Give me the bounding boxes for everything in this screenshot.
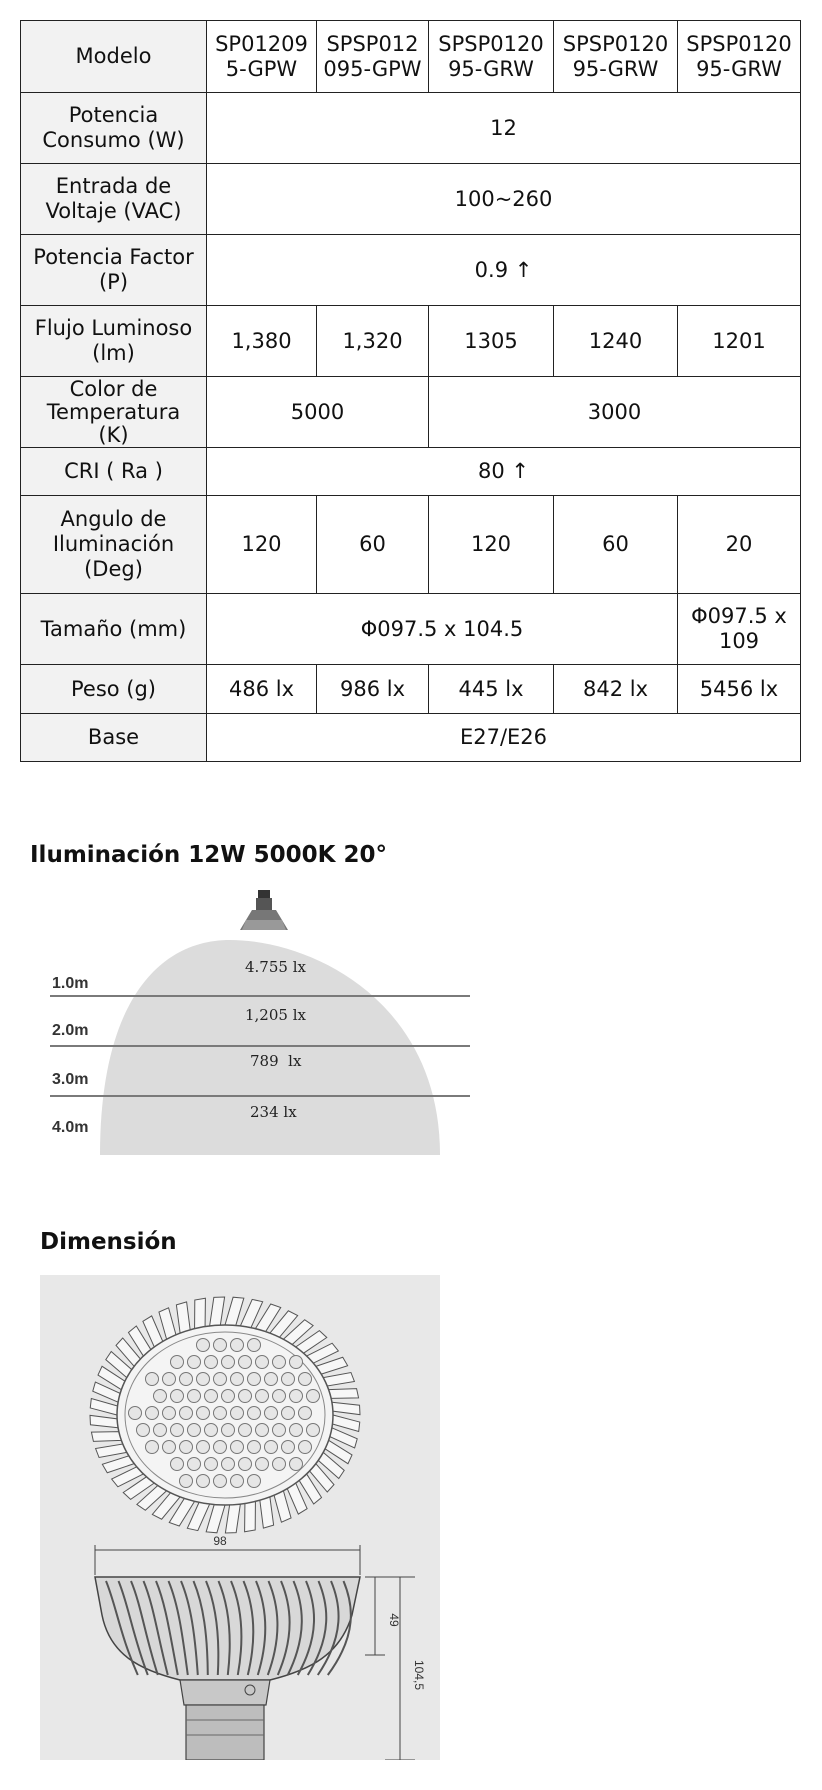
led-chip [188,1356,201,1369]
led-chip [163,1373,176,1386]
led-chip [231,1441,244,1454]
led-chip [273,1356,286,1369]
led-chip [214,1407,227,1420]
led-chip [214,1339,227,1352]
led-chip [265,1407,278,1420]
led-chip [248,1373,261,1386]
led-chip [197,1407,210,1420]
led-chip [188,1458,201,1471]
weight-value-3: 445 lx [429,665,554,714]
lux-label-4: 234 lx [250,1103,297,1121]
heatsink-fin [195,1298,206,1328]
lux-label-1: 4.755 lx [245,958,306,976]
flux-value-4: 1240 [554,306,678,377]
weight-label: Peso (g) [21,665,207,714]
row-power [21,93,801,164]
width-dimension: 98 [213,1534,227,1548]
beam-angle-value-3: 120 [429,496,554,594]
row-color-temp [21,377,801,448]
heatsink-fin [91,1432,121,1442]
led-chip [180,1407,193,1420]
led-chip [137,1424,150,1437]
led-chip [171,1424,184,1437]
led-chip [188,1390,201,1403]
led-chip [146,1373,159,1386]
led-chip [214,1373,227,1386]
led-chip [180,1475,193,1488]
led-chip [248,1339,261,1352]
bulb-top-view [90,1297,360,1533]
led-chip [256,1390,269,1403]
distance-label-4: 4.0m [52,1119,89,1136]
row-flux [21,306,801,377]
led-chip [222,1390,235,1403]
model-2: SPSP012095-GPW [317,21,429,93]
row-base [21,714,801,762]
flux-value-2: 1,320 [317,306,429,377]
led-chip [205,1424,218,1437]
led-chip [299,1407,312,1420]
model-5: SPSP012095-GRW [678,21,801,93]
led-chip [299,1441,312,1454]
weight-value-2: 986 lx [317,665,429,714]
led-chip [273,1424,286,1437]
led-chip [265,1373,278,1386]
led-chip [290,1356,303,1369]
power-label: Potencia Consumo (W) [21,93,207,164]
led-chip [239,1390,252,1403]
flux-value-3: 1305 [429,306,554,377]
size-value-2: Φ097.5 x 109 [678,594,801,665]
power-factor-value: 0.9 ↑ [207,235,801,306]
base-value: E27/E26 [207,714,801,762]
led-chip [146,1441,159,1454]
led-chip [265,1441,278,1454]
flux-value-5: 1201 [678,306,801,377]
illumination-title: Iluminación 12W 5000K 20° [30,842,387,868]
distance-label-3: 3.0m [52,1071,89,1088]
weight-value-1: 486 lx [207,665,317,714]
lux-label-2: 1,205 lx [245,1006,306,1024]
led-chip [231,1475,244,1488]
model-1: SP012095-GPW [207,21,317,93]
flux-label: Flujo Luminoso (lm) [21,306,207,377]
model-3: SPSP012095-GRW [429,21,554,93]
led-chip [256,1424,269,1437]
base-label: Base [21,714,207,762]
heatsink-fin [329,1389,359,1399]
led-chip [290,1390,303,1403]
bulb-icon [240,890,288,930]
led-chip [248,1441,261,1454]
led-chip [256,1356,269,1369]
led-chip [231,1407,244,1420]
illumination-diagram [40,880,480,1180]
led-chip [299,1373,312,1386]
led-chip [180,1373,193,1386]
led-chip [146,1407,159,1420]
beam-angle-value-1: 120 [207,496,317,594]
led-chip [129,1407,142,1420]
led-chip [273,1390,286,1403]
led-chip [222,1458,235,1471]
led-chip [307,1390,320,1403]
heatsink-fin [245,1501,256,1531]
led-chip [239,1424,252,1437]
dimension-drawing [40,1275,440,1760]
row-voltage [21,164,801,235]
led-chip [180,1441,193,1454]
led-chip [282,1441,295,1454]
led-chip [197,1475,210,1488]
row-size [21,594,801,665]
total-height-dimension: 104,5 [412,1659,426,1691]
led-chip [205,1390,218,1403]
beam-angle-label: Angulo de Iluminación (Deg) [21,496,207,594]
led-chip [214,1441,227,1454]
led-chip [171,1458,184,1471]
model-label: Modelo [21,21,207,93]
led-chip [307,1424,320,1437]
led-chip [171,1356,184,1369]
row-model [21,21,801,93]
beam-angle-value-2: 60 [317,496,429,594]
led-chip [188,1424,201,1437]
model-4: SPSP012095-GRW [554,21,678,93]
distance-label-1: 1.0m [52,975,89,992]
distance-label-2: 2.0m [52,1022,89,1039]
led-chip [154,1424,167,1437]
led-chip [231,1373,244,1386]
led-chip [163,1441,176,1454]
weight-value-5: 5456 lx [678,665,801,714]
led-chip [231,1339,244,1352]
spec-table [20,20,801,762]
power-value: 12 [207,93,801,164]
color-temp-label: Color de Temperatura (K) [21,377,207,448]
led-chip [214,1475,227,1488]
led-chip [273,1458,286,1471]
led-chip [197,1373,210,1386]
led-chip [290,1424,303,1437]
dimension-title: Dimensión [40,1229,177,1255]
flux-value-1: 1,380 [207,306,317,377]
weight-value-4: 842 lx [554,665,678,714]
size-label: Tamaño (mm) [21,594,207,665]
led-chip [248,1475,261,1488]
led-chip [205,1458,218,1471]
cri-value: 80 ↑ [207,448,801,496]
head-height-dimension: 49 [387,1613,401,1627]
led-chip [290,1458,303,1471]
row-power-factor [21,235,801,306]
led-chip [248,1407,261,1420]
led-chip [256,1458,269,1471]
led-chip [282,1407,295,1420]
led-chip [171,1390,184,1403]
led-chip [154,1390,167,1403]
led-chip [239,1458,252,1471]
size-value-1: Φ097.5 x 104.5 [207,594,678,665]
led-chip [163,1407,176,1420]
led-chip [197,1441,210,1454]
led-chip [197,1339,210,1352]
voltage-value: 100~260 [207,164,801,235]
voltage-label: Entrada de Voltaje (VAC) [21,164,207,235]
lux-label-3: 789 lx [250,1052,302,1070]
beam-angle-value-4: 60 [554,496,678,594]
led-chip [222,1424,235,1437]
led-chip [222,1356,235,1369]
cri-label: CRI ( Ra ) [21,448,207,496]
row-cri [21,448,801,496]
led-chip [239,1356,252,1369]
color-temp-value-1: 5000 [207,377,429,448]
led-chip [205,1356,218,1369]
color-temp-value-2: 3000 [429,377,801,448]
beam-angle-value-5: 20 [678,496,801,594]
row-beam-angle [21,496,801,594]
row-weight [21,665,801,714]
power-factor-label: Potencia Factor (P) [21,235,207,306]
led-chip [282,1373,295,1386]
